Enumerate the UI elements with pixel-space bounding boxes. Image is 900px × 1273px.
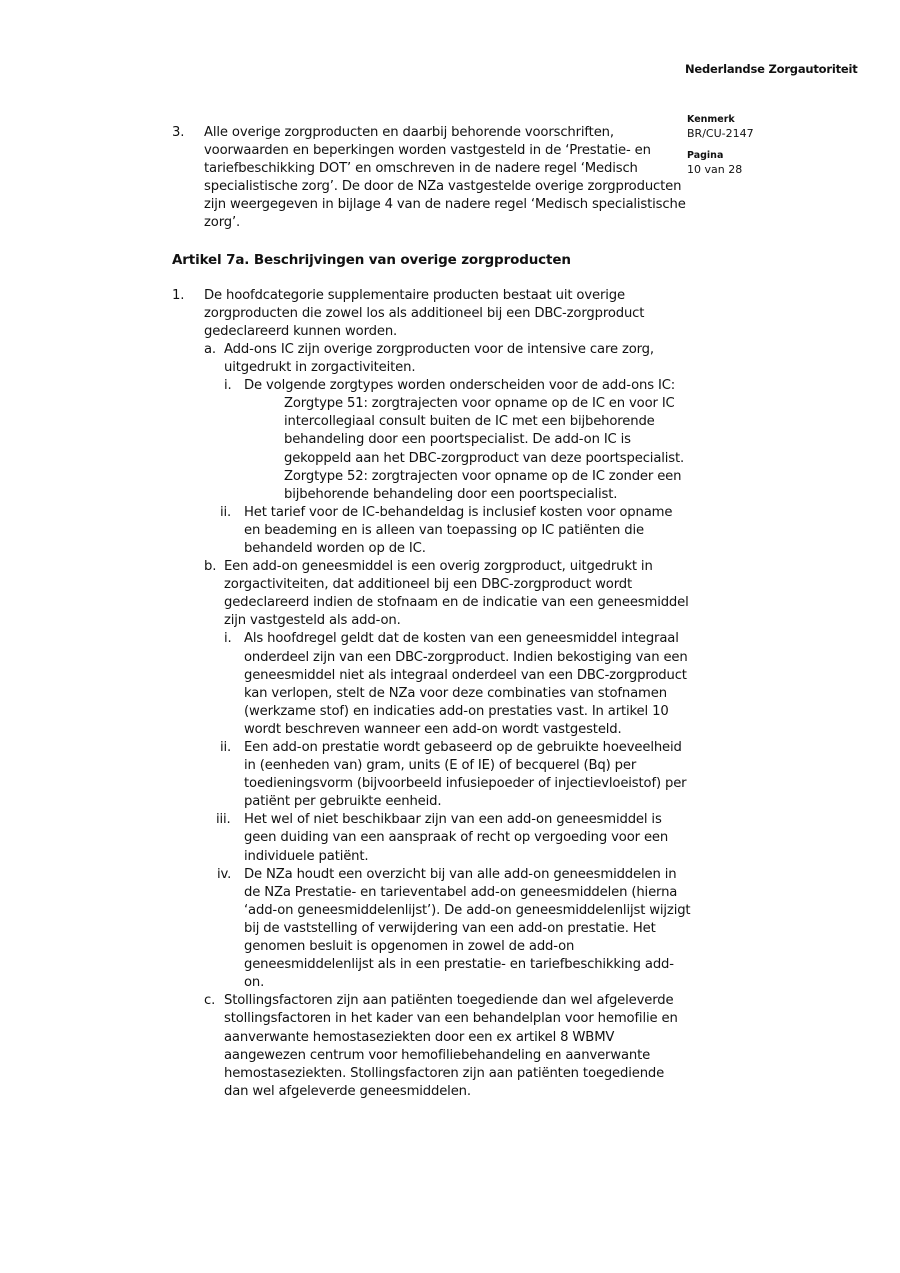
sub-item-a-i [172, 377, 692, 395]
list-roman: iii. [216, 812, 231, 828]
list-roman: i. [224, 378, 232, 394]
list-letter: b. [204, 559, 217, 575]
sub-item-c [172, 992, 692, 1101]
list-roman: i. [224, 631, 232, 647]
paragraph-text: Het tarief voor de IC-behandeldag is inclusief kosten voor opname en beademing en is alleen van toepassing op IC patiënten die behandeld worden op de IC. [244, 504, 673, 556]
list-letter: c. [204, 993, 216, 1009]
list-number: 3. [172, 125, 185, 140]
list-number: 1. [172, 287, 185, 303]
list-letter: a. [204, 341, 216, 357]
kenmerk-value: BR/CU-2147 [687, 127, 754, 140]
paragraph-text: Stollingsfactoren zijn aan patiënten toegediende dan wel afgeleverde stollingsfactoren in het kader van een behandelplan voor hemofilie en aanverwante hemostaseziekten door een ex artikel 8 WBMV aangewezen centrum voor hemofiliebehandeling en aanverwante hemostaseziekten. Stollingsfactoren zijn aan patiënten toegediende dan wel afgeleverde geneesmiddelen. [224, 993, 678, 1099]
sub-item-b-iii [172, 811, 692, 865]
pagina-value: 10 van 28 [687, 163, 743, 176]
kenmerk-block [687, 113, 754, 141]
article-item-1 [172, 287, 692, 341]
organization-name: Nederlandse Zorgautoriteit [685, 62, 858, 76]
sub-item-a-ii [172, 504, 692, 558]
paragraph-text: Een add-on geneesmiddel is een overig zorgproduct, uitgedrukt in zorgactiviteiten, dat additioneel bij een DBC-zorgproduct wordt gedeclareerd indien de stofnaam en de indicatie van een geneesmiddel zijn vastgesteld als add-on. [224, 559, 689, 629]
sub-item-a [172, 341, 692, 377]
kenmerk-label: Kenmerk [687, 114, 735, 125]
paragraph-text: Add-ons IC zijn overige zorgproducten voor de intensive care zorg, uitgedrukt in zorgactiviteiten. [224, 341, 654, 376]
section-3-paragraph [172, 124, 692, 233]
pagina-label: Pagina [687, 150, 724, 161]
paragraph-text: Als hoofdregel geldt dat de kosten van een geneesmiddel integraal onderdeel zijn van een DBC-zorgproduct. Indien bekostiging van een geneesmiddel niet als integraal onderdeel van een DBC-zorgproduct kan verlopen, stelt de NZa voor deze combinaties van stofnamen (werkzame stof) en indicaties add-on prestaties vast. In artikel 10 wordt beschreven wanneer een add-on wordt vastgesteld. [244, 631, 688, 737]
list-roman: ii. [220, 504, 232, 520]
list-roman: iv. [217, 866, 232, 882]
sub-item-b [172, 558, 692, 630]
paragraph-text: Een add-on prestatie wordt gebaseerd op de gebruikte hoeveelheid in (eenheden van) gram, units (E of IE) of becquerel (Bq) per toedieningsvorm (bijvoorbeeld infusiepoeder of injectievloeistof) per patiënt per gebruikte eenheid. [244, 740, 687, 810]
zorgtype-51: Zorgtype 51: zorgtrajecten voor opname op de IC en voor IC intercollegiaal consult buiten de IC met een bijbehorende behandeling door een poortspecialist. De add-on IC is gekoppeld aan het DBC-zorgproduct van deze poortspecialist. [284, 396, 685, 466]
sub-item-b-ii [172, 739, 692, 811]
paragraph-text: Alle overige zorgproducten en daarbij behorende voorschriften, voorwaarden en beperkingen worden vastgesteld in de ‘Prestatie- en tariefbeschikking DOT’ en omschreven in de nadere regel ‘Medisch specialistische zorg’. De door de NZa vastgestelde overige zorgproducten zijn weergegeven in bijlage 4 van de nadere regel ‘Medisch specialistische zorg’. [204, 125, 686, 231]
paragraph-text: Het wel of niet beschikbaar zijn van een add-on geneesmiddel is geen duiding van een aanspraak of recht op vergoeding voor een individuele patiënt. [244, 812, 669, 864]
zorgtype-52: Zorgtype 52: zorgtrajecten voor opname op de IC zonder een bijbehorende behandeling door een poortspecialist. [284, 468, 682, 502]
paragraph-text: De volgende zorgtypes worden onderscheiden voor de add-ons IC: [244, 378, 676, 394]
paragraph-text: De NZa houdt een overzicht bij van alle add-on geneesmiddelen in de NZa Prestatie- en tarieventabel add-on geneesmiddelen (hierna ‘add-on geneesmiddelenlijst’). De add-on geneesmiddelenlijst wijzigt bij de vaststelling of verwijdering van een add-on prestatie. Het genomen besluit is opgenomen in zowel de add-on geneesmiddelenlijst als in een prestatie- en tariefbeschikking add-on. [244, 866, 691, 991]
list-roman: ii. [220, 740, 232, 755]
pagina-block [687, 149, 742, 177]
sub-item-b-iv [172, 866, 692, 993]
paragraph-text: De hoofdcategorie supplementaire producten bestaat uit overige zorgproducten die zowel los als additioneel bij een DBC-zorgproduct gedeclareerd kunnen worden. [204, 287, 645, 339]
article-heading: Artikel 7a. Beschrijvingen van overige zorgproducten [172, 251, 571, 268]
sub-item-b-i [172, 630, 692, 739]
document-body [172, 124, 692, 1101]
